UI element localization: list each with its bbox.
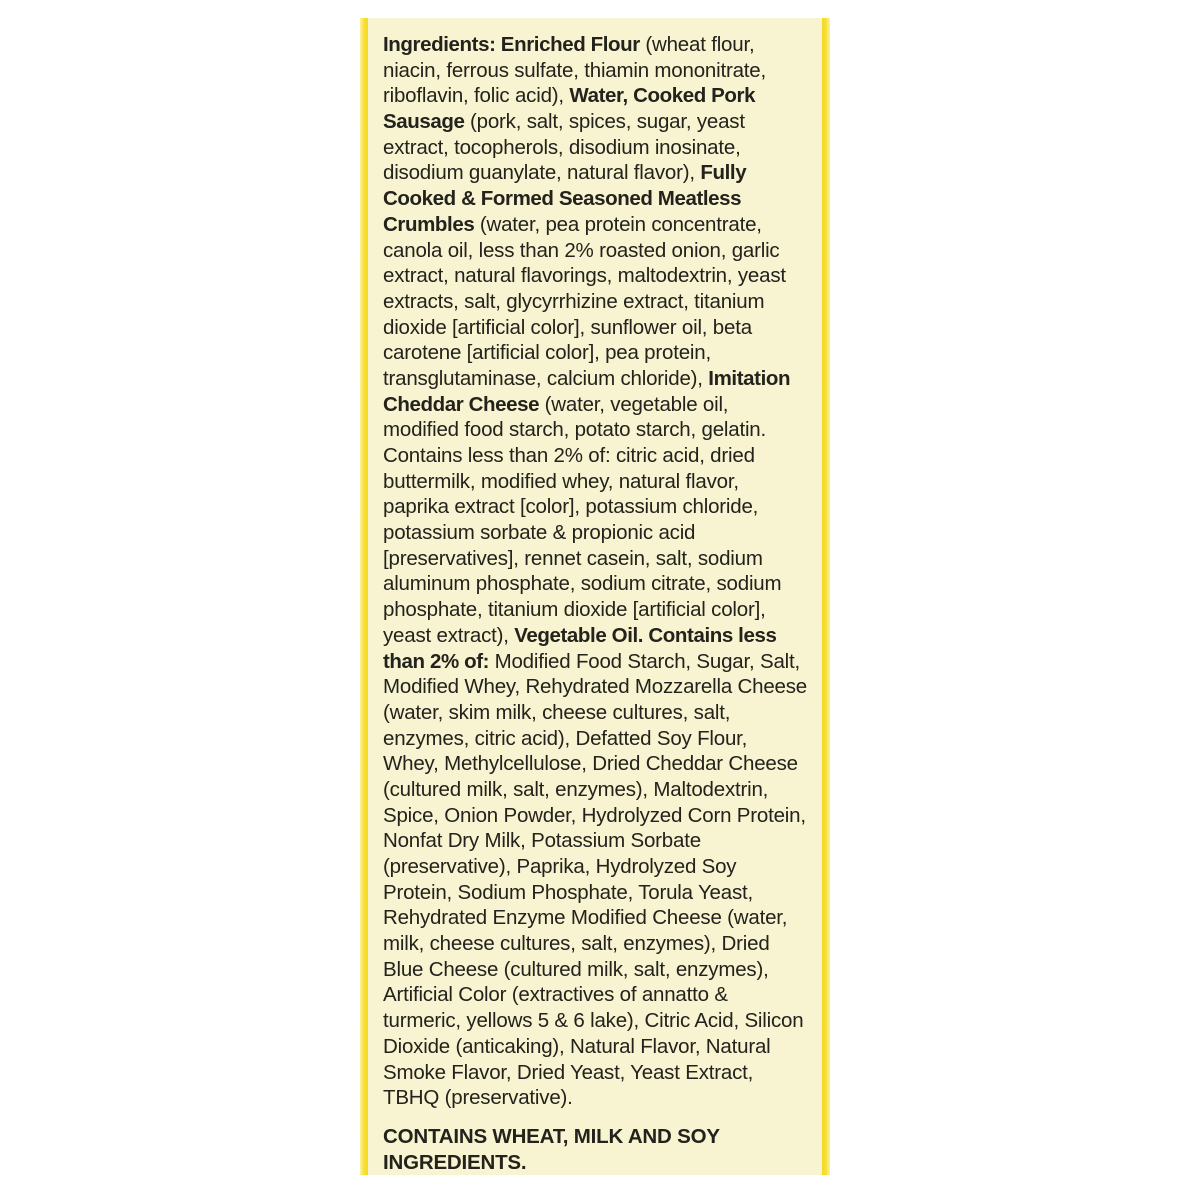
ingredients-line: aluminum phosphate, sodium citrate, sodium xyxy=(383,572,782,596)
ingredients-line: Crumbles (water, pea protein concentrate, xyxy=(383,212,762,236)
panel-right-edge-stripe xyxy=(822,18,830,1175)
ingredients-line: Nonfat Dry Milk, Potassium Sorbate xyxy=(383,829,701,853)
panel-left-edge-stripe xyxy=(360,18,368,1175)
ingredients-line: Ingredients: Enriched Flour (wheat flour, xyxy=(383,33,755,56)
ingredients-line: Protein, Sodium Phosphate, Torula Yeast, xyxy=(383,880,753,904)
allergen-line: INGREDIENTS. xyxy=(383,1150,527,1174)
ingredients-line: Artificial Color (extractives of annatto & xyxy=(383,983,728,1007)
ingredients-line: Blue Cheese (cultured milk, salt, enzymes), xyxy=(383,957,769,981)
ingredients-text xyxy=(383,32,814,1111)
ingredients-line: Sausage (pork, salt, spices, sugar, yeast xyxy=(383,110,745,134)
ingredients-line: than 2% of: Modified Food Starch, Sugar, Salt, xyxy=(383,649,800,673)
ingredients-line: niacin, ferrous sulfate, thiamin mononitrate, xyxy=(383,58,766,82)
ingredients-line: dioxide [artificial color], sunflower oil, beta xyxy=(383,315,752,339)
ingredients-line: disodium guanylate, natural flavor), Fully xyxy=(383,161,747,185)
ingredients-line: modified food starch, potato starch, gelatin. xyxy=(383,418,767,442)
ingredients-panel xyxy=(360,18,830,1175)
ingredients-line: extract, tocopherols, disodium inosinate, xyxy=(383,135,741,159)
ingredients-line: transglutaminase, calcium chloride), Imitation xyxy=(383,366,791,390)
ingredients-line: buttermilk, modified whey, natural flavor, xyxy=(383,469,739,493)
ingredients-line: (water, skim milk, cheese cultures, salt, xyxy=(383,700,731,724)
ingredients-line: Cooked & Formed Seasoned Meatless xyxy=(383,187,742,211)
ingredients-line: yeast extract), Vegetable Oil. Contains less xyxy=(383,623,777,647)
ingredients-line: Smoke Flavor, Dried Yeast, Yeast Extract, xyxy=(383,1060,754,1084)
allergen-statement xyxy=(383,1124,814,1175)
ingredients-line: phosphate, titanium dioxide [artificial color], xyxy=(383,598,766,622)
ingredients-line: Cheddar Cheese (water, vegetable oil, xyxy=(383,392,729,416)
ingredients-line: extracts, salt, glycyrrhizine extract, titanium xyxy=(383,289,765,313)
ingredients-line: (preservative), Paprika, Hydrolyzed Soy xyxy=(383,855,737,878)
ingredients-line: paprika extract [color], potassium chloride, xyxy=(383,495,759,519)
ingredients-line: Contains less than 2% of: citric acid, dried xyxy=(383,444,755,467)
ingredients-line: enzymes, citric acid), Defatted Soy Flour, xyxy=(383,726,748,750)
ingredients-line: TBHQ (preservative). xyxy=(383,1086,573,1110)
ingredients-line: (cultured milk, salt, enzymes), Maltodextrin, xyxy=(383,777,769,801)
ingredients-text-block xyxy=(368,18,822,1175)
ingredients-line: Dioxide (anticaking), Natural Flavor, Natural xyxy=(383,1034,771,1058)
ingredients-line: Whey, Methylcellulose, Dried Cheddar Cheese xyxy=(383,752,798,776)
ingredients-line: Rehydrated Enzyme Modified Cheese (water, xyxy=(383,906,788,930)
ingredients-line: Spice, Onion Powder, Hydrolyzed Corn Protein, xyxy=(383,803,806,827)
ingredients-line: milk, cheese cultures, salt, enzymes), Dried xyxy=(383,932,770,956)
ingredients-line: potassium sorbate & propionic acid xyxy=(383,521,696,545)
ingredients-line: carotene [artificial color], pea protein, xyxy=(383,341,711,365)
ingredients-line: riboflavin, folic acid), Water, Cooked Pork xyxy=(383,84,756,108)
ingredients-line: extract, natural flavorings, maltodextrin, yeast xyxy=(383,264,786,288)
ingredients-line: turmeric, yellows 5 & 6 lake), Citric Acid, Silicon xyxy=(383,1009,804,1033)
ingredients-line: [preservatives], rennet casein, salt, sodium xyxy=(383,546,763,570)
ingredients-line: canola oil, less than 2% roasted onion, garlic xyxy=(383,238,780,262)
allergen-line: CONTAINS WHEAT, MILK AND SOY xyxy=(383,1124,720,1148)
ingredients-line: Modified Whey, Rehydrated Mozzarella Cheese xyxy=(383,675,808,699)
